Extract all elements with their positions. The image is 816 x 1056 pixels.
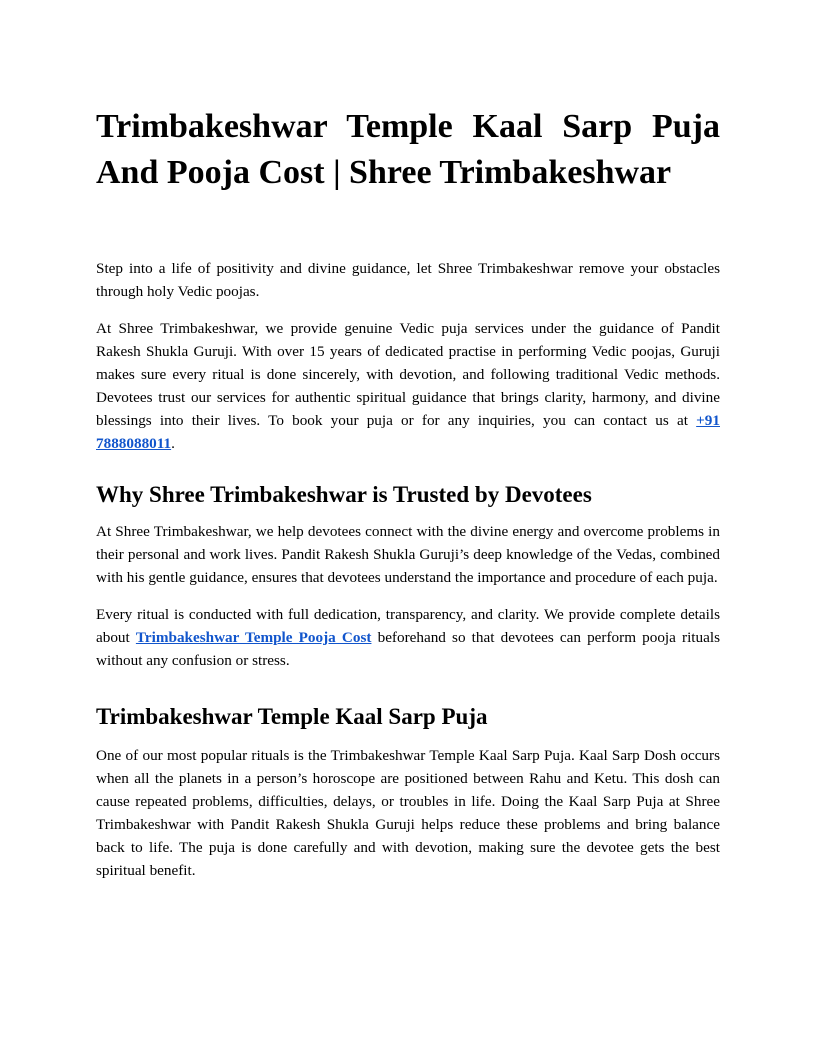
trusted-paragraph-2 [96, 603, 720, 672]
phone-link[interactable]: +91 7888088011 [96, 412, 720, 452]
section-heading-trusted: Why Shree Trimbakeshwar is Trusted by Devotees [96, 482, 592, 507]
kaal-sarp-paragraph: One of our most popular rituals is the Trimbakeshwar Temple Kaal Sarp Puja. Kaal Sarp Dosh occurs when all the planets in a person’s horoscope are positioned between Rahu and Ketu. This dosh can cause repeated problems, difficulties, delays, or troubles in life. Doing the Kaal Sarp Puja at Shree Trimbakeshwar with Pandit Rakesh Shukla Guruji helps reduce these problems and bring balance back to life. The puja is done carefully and with devotion, making sure the devotee gets the best spiritual benefit. [96, 747, 720, 879]
document-page [96, 104, 720, 882]
intro-paragraph: Step into a life of positivity and divine guidance, let Shree Trimbakeshwar remove your obstacles through holy Vedic poojas. [96, 260, 720, 300]
about-paragraph [96, 317, 720, 455]
pooja-cost-link[interactable]: Trimbakeshwar Temple Pooja Cost [135, 629, 372, 646]
trusted-paragraph-1: At Shree Trimbakeshwar, we help devotees connect with the divine energy and overcome problems in their personal and work lives. Pandit Rakesh Shukla Guruji’s deep knowledge of the Vedas, combined with his gentle guidance, ensures that devotees understand the importance and procedure of each puja. [96, 523, 720, 586]
trusted-paragraph-2-after: beforehand so that devotees can perform pooja rituals without any confusion or stress. [96, 629, 720, 669]
about-paragraph-end: . [171, 435, 175, 452]
trusted-paragraph-2-before: Every ritual is conducted with full dedication, transparency, and clarity. We provide complete details about [96, 606, 720, 646]
about-paragraph-text: At Shree Trimbakeshwar, we provide genuine Vedic puja services under the guidance of Pandit Rakesh Shukla Guruji. With over 15 years of dedicated practise in performing Vedic poojas, Guruji makes sure every ritual is done sincerely, with devotion, and following traditional Vedic methods. Devotees trust our services for authentic spiritual guidance that brings clarity, harmony, and divine blessings into their lives. To book your puja or for any inquiries, you can contact us at [96, 320, 720, 429]
section-heading-kaal-sarp: Trimbakeshwar Temple Kaal Sarp Puja [96, 704, 488, 729]
page-title: Trimbakeshwar Temple Kaal Sarp Puja And Pooja Cost | Shree Trimbakeshwar [96, 108, 720, 191]
